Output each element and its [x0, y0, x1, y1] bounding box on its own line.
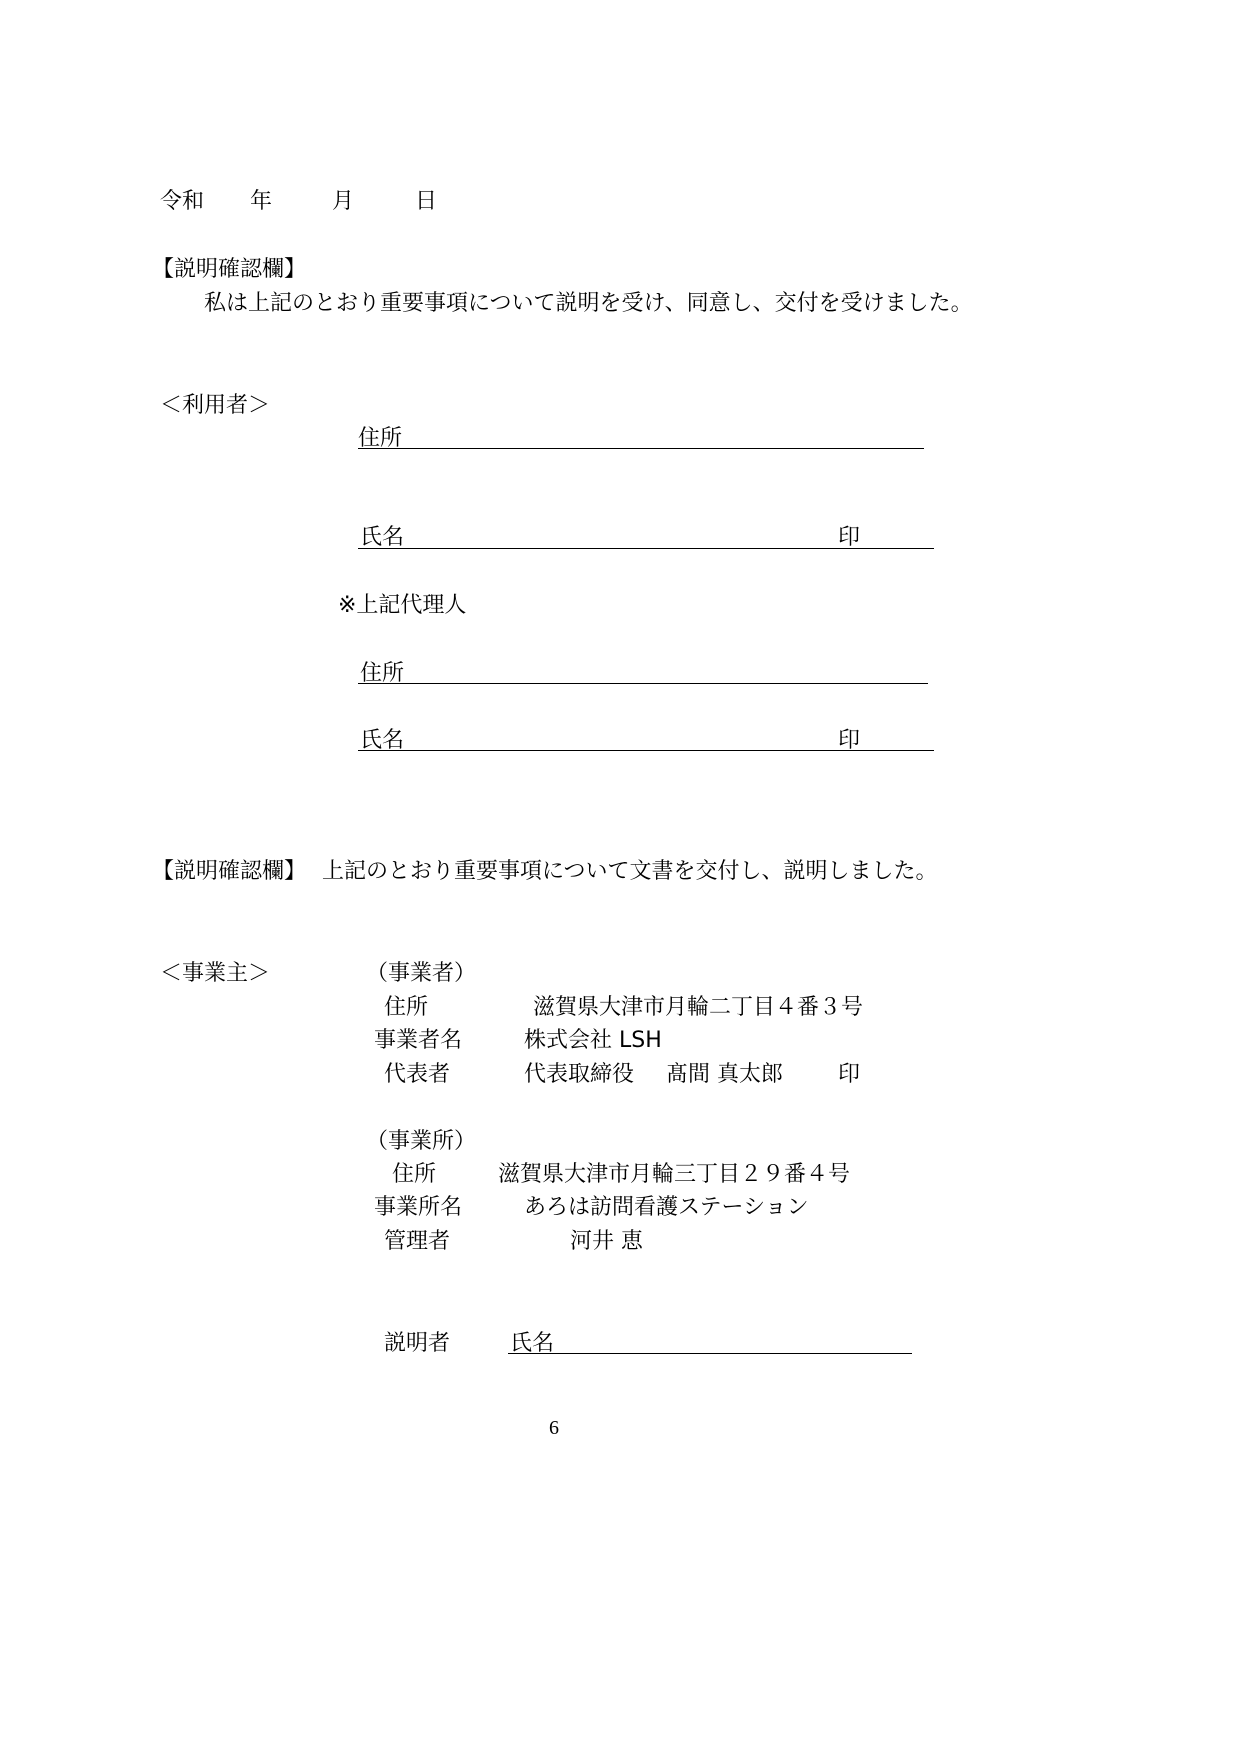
business-confirm-heading: 【説明確認欄】	[152, 859, 307, 884]
date-year: 年	[250, 189, 273, 214]
operator-heading: （事業者）	[366, 961, 477, 986]
operator-rep-name: 髙間 真太郎	[666, 1062, 783, 1087]
user-address-line[interactable]	[358, 448, 924, 449]
date-day: 日	[415, 189, 438, 214]
user-name-label: 氏名	[360, 525, 405, 550]
operator-address-value: 滋賀県大津市月輪二丁目４番３号	[533, 995, 864, 1020]
user-name-line[interactable]	[358, 548, 934, 549]
operator-address-label: 住所	[384, 995, 429, 1020]
user-seal: 印	[838, 525, 861, 550]
proxy-heading: ※上記代理人	[338, 593, 467, 618]
office-heading: （事業所）	[366, 1129, 477, 1154]
user-address-label: 住所	[358, 426, 403, 451]
proxy-name-line[interactable]	[358, 750, 934, 751]
proxy-address-label: 住所	[360, 661, 405, 686]
user-confirm-heading: 【説明確認欄】	[152, 257, 307, 282]
business-heading: ＜事業主＞	[160, 961, 271, 986]
operator-name-value: 株式会社 LSH	[524, 1028, 662, 1053]
date-month: 月	[332, 189, 355, 214]
office-name-value: あろは訪問看護ステーション	[524, 1195, 809, 1220]
explainer-name-label: 氏名	[510, 1331, 555, 1356]
operator-seal: 印	[838, 1062, 861, 1087]
user-heading: ＜利用者＞	[160, 393, 271, 418]
explainer-name-line[interactable]	[508, 1353, 912, 1354]
operator-rep-title: 代表取締役	[524, 1062, 635, 1087]
office-name-label: 事業所名	[374, 1195, 463, 1220]
office-manager-label: 管理者	[384, 1229, 451, 1254]
user-confirm-statement: 私は上記のとおり重要事項について説明を受け、同意し、交付を受けました。	[204, 291, 973, 316]
proxy-address-line[interactable]	[358, 683, 928, 684]
date-era: 令和	[160, 189, 205, 214]
operator-name-label: 事業者名	[374, 1028, 463, 1053]
office-manager-value: 河井 恵	[570, 1229, 643, 1254]
business-confirm-statement: 上記のとおり重要事項について文書を交付し、説明しました。	[322, 859, 938, 884]
office-address-value: 滋賀県大津市月輪三丁目２９番４号	[498, 1162, 851, 1187]
page-number: 6	[549, 1417, 559, 1439]
office-address-label: 住所	[392, 1162, 437, 1187]
proxy-name-label: 氏名	[360, 728, 405, 753]
operator-rep-label: 代表者	[384, 1062, 451, 1087]
proxy-seal: 印	[838, 728, 861, 753]
explainer-label: 説明者	[384, 1331, 451, 1356]
